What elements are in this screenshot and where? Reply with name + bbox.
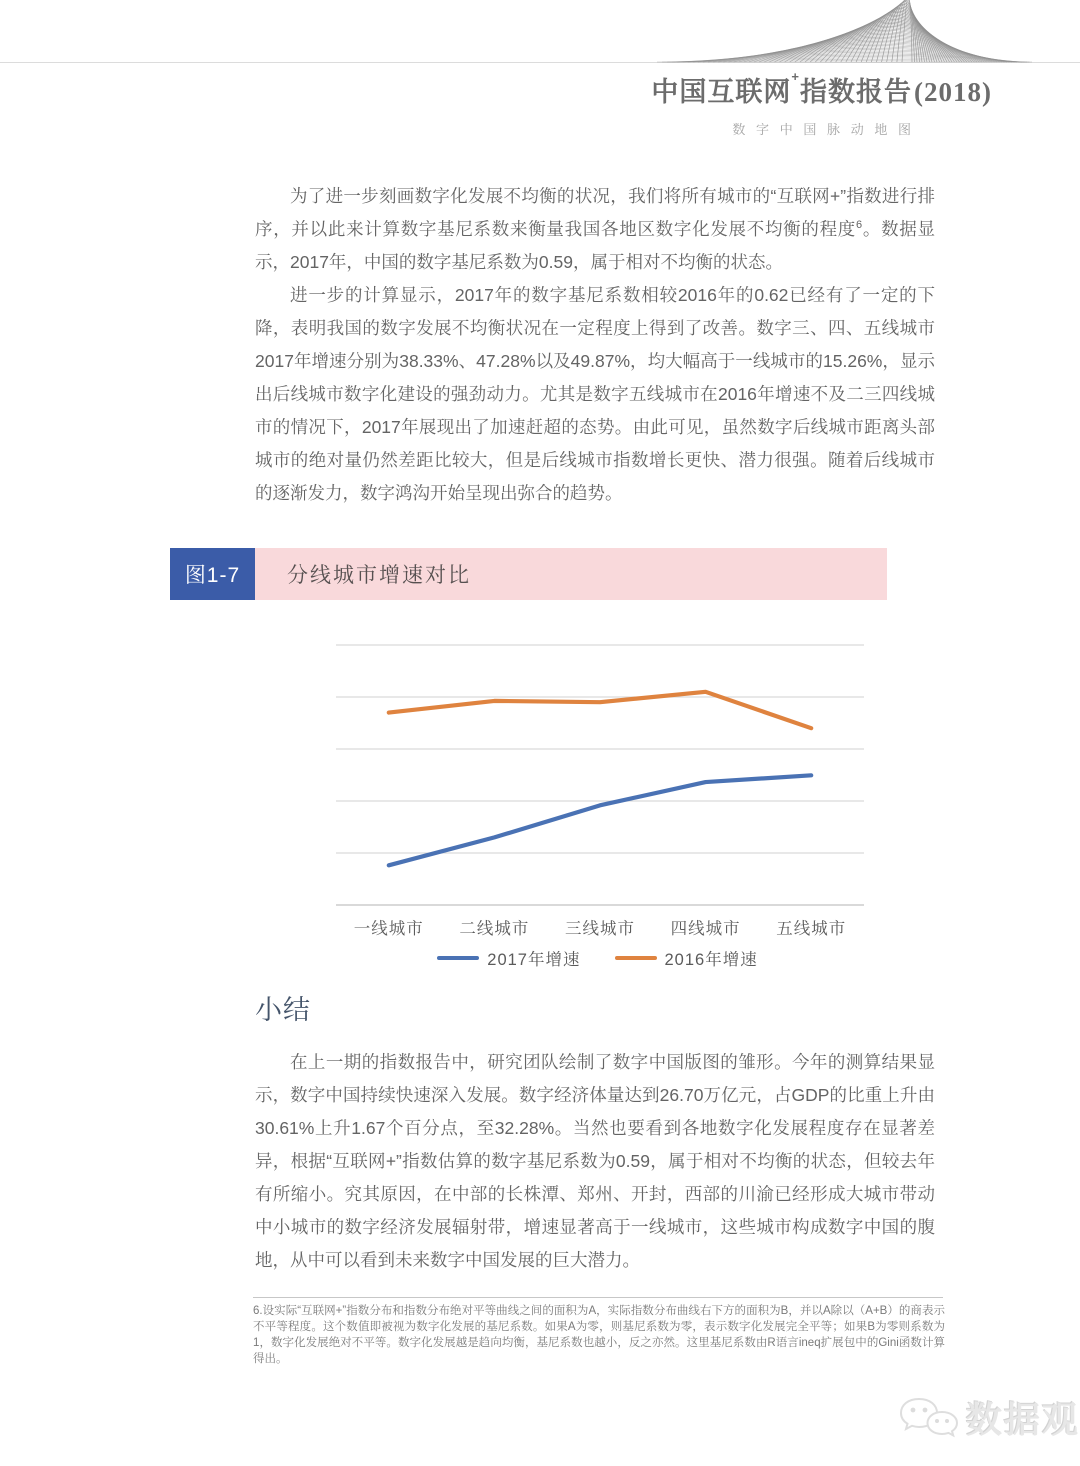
watermark bbox=[898, 1392, 1080, 1443]
x-axis-label: 一线城市 bbox=[353, 920, 424, 938]
x-axis-label: 四线城市 bbox=[670, 920, 741, 938]
paragraph-growth-comparison: 进一步的计算显示，2017年的数字基尼系数相较2016年的0.62已经有了一定的下降，表明我国的数字发展不均衡状况在一定程度上得到了改善。数字三、四、五线城市2017年增速分别为38.33%、47.28%以及49.87%，均大幅高于一线城市的15.26%，显示出后线城市数字化建设的强劲动力。尤其是数字五线城市在2016年增速不及二三四线城市的情况下，2017年展现出了加速赶超的态势。由此可见，虽然数字后线城市距离头部城市的绝对量仍然差距比较大，但是后线城市指数增长更快、潜力很强。随着后线城市的逐渐发力，数字鸿沟开始呈现出弥合的趋势。 bbox=[255, 285, 935, 503]
legend-label: 2016年增速 bbox=[664, 951, 758, 969]
report-title-text: 中国互联网 bbox=[651, 77, 792, 107]
chart-legend bbox=[255, 946, 940, 970]
paragraph-text: 为了进一步刻画数字化发展不均衡的状况，我们将所有城市的“互联网+”指数进行排序，并以此来计算数字基尼系数来衡量我国各地区数字化发展不均衡的程度 bbox=[255, 186, 935, 239]
legend-line-swatch bbox=[437, 956, 479, 960]
swoosh-decoration-icon bbox=[640, 0, 1040, 63]
footnote-divider bbox=[253, 1297, 943, 1298]
x-axis-label: 三线城市 bbox=[565, 920, 635, 938]
title-plus-superscript: + bbox=[791, 69, 801, 84]
paragraph-text: 。数据显示，2017年，中国的数字基尼系数为0.59，属于相对不均衡的状态。 bbox=[255, 219, 936, 272]
footnote-ref-6: 6 bbox=[856, 219, 863, 232]
wechat-bubbles-icon bbox=[898, 1393, 960, 1443]
figure-number-label: 图1-7 bbox=[170, 548, 255, 600]
legend-item bbox=[615, 946, 758, 970]
legend-line-swatch bbox=[615, 956, 657, 960]
x-axis-label: 五线城市 bbox=[776, 920, 847, 938]
report-title-suffix: 指数报告 bbox=[800, 77, 913, 107]
figure-banner bbox=[170, 548, 887, 600]
series-line-0 bbox=[389, 775, 811, 865]
summary-paragraph: 在上一期的指数报告中，研究团队绘制了数字中国版图的雏形。今年的测算结果显示，数字中国持续快速深入发展。数字经济体量达到26.70万亿元，占GDP的比重上升由30.61%上升1.67个百分点，至32.28%。当然也要看到各地数字化发展程度存在显著差异，根据“互联网+”指数估算的数字基尼系数为0.59，属于相对不均衡的状态，但较去年有所缩小。究其原因，在中部的长株潭、郑州、开封，西部的川渝已经形成大城市带动中小城市的数字经济发展辐射带，增速显著高于一线城市，这些城市构成数字中国的腹地，从中可以看到未来数字中国发展的巨大潜力。 bbox=[255, 1052, 935, 1270]
intro-paragraphs bbox=[255, 180, 935, 510]
report-header bbox=[651, 70, 992, 138]
report-title bbox=[651, 70, 992, 109]
chart-x-axis-labels bbox=[255, 915, 940, 941]
x-axis-label: 二线城市 bbox=[459, 920, 530, 938]
figure-title: 分线城市增速对比 bbox=[255, 548, 887, 600]
legend-label: 2017年增速 bbox=[487, 951, 581, 969]
growth-line-chart bbox=[255, 630, 940, 975]
report-title-year: (2018) bbox=[914, 77, 992, 107]
footnote-text: 6.设实际“互联网+”指数分布和指数分布绝对平等曲线之间的面积为A，实际指数分布曲线右下方的面积为B，并以A除以（A+B）的商表示不平等程度。这个数值即被视为数字化发展的基尼系数。如果A为零，则基尼系数为零，表示数字化发展完全平等；如果B为零则系数为1，数字化发展绝对不平等。数字化发展越是趋向均衡，基尼系数也越小，反之亦然。这里基尼系数由R语言ineq扩展包中的Gini函数计算得出。 bbox=[253, 1305, 945, 1365]
growth-chart-plot bbox=[255, 630, 940, 910]
report-subtitle: 数字中国脉动地图 bbox=[732, 122, 922, 137]
summary-heading: 小结 bbox=[255, 995, 311, 1025]
paragraph-gini-intro bbox=[255, 180, 935, 279]
watermark-text: 数据观 bbox=[966, 1399, 1080, 1440]
legend-item bbox=[437, 946, 580, 970]
